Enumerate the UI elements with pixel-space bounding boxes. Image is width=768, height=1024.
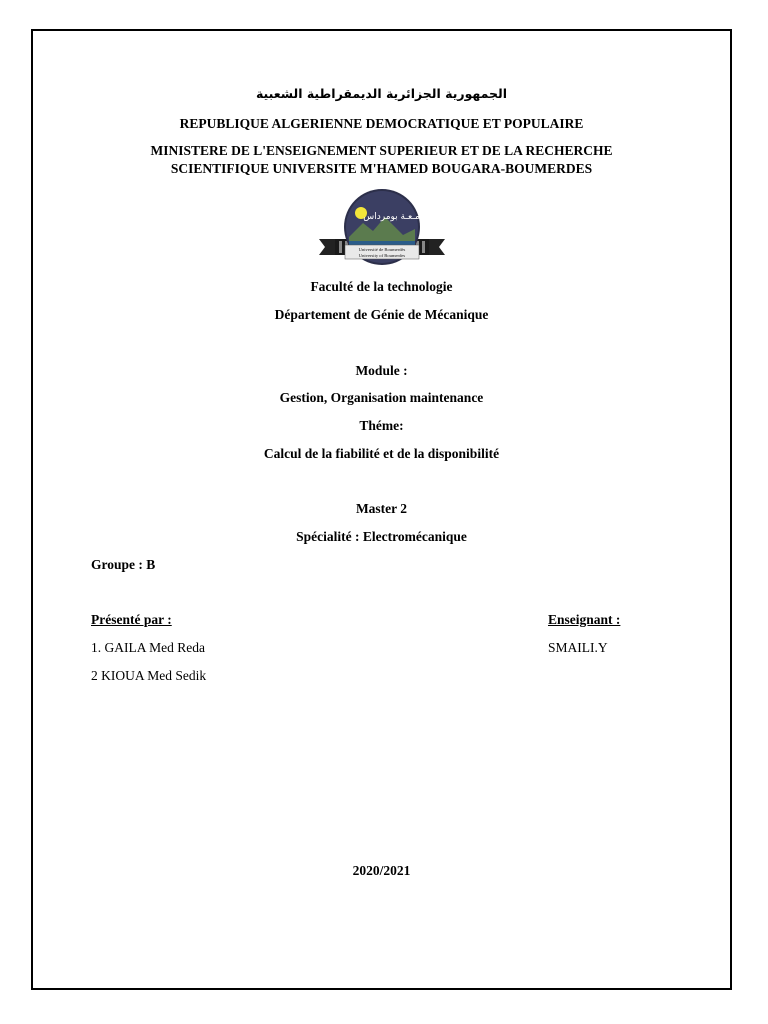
arabic-republic-title: الجمهورية الجزائرية الديمقراطية الشعبية: [255, 86, 508, 101]
theme-label: Théme:: [359, 418, 404, 433]
university-logo: [319, 189, 445, 271]
module-name: Gestion, Organisation maintenance: [279, 390, 484, 405]
master-level: Master 2: [355, 501, 408, 516]
ministry-line-1: MINISTERE DE L'ENSEIGNEMENT SUPERIEUR ET DE LA RECHERCHE: [150, 143, 613, 158]
presented-by-label: Présenté par :: [91, 612, 172, 627]
logo-text-fr: Université de Boumerdès: [358, 247, 406, 252]
document-page: [31, 29, 732, 990]
faculty-name: Faculté de la technologie: [310, 279, 453, 294]
theme-title: Calcul de la fiabilité et de la disponibilité: [263, 446, 500, 461]
teacher-label: Enseignant :: [548, 612, 621, 627]
module-label: Module :: [355, 363, 408, 378]
logo-arabic-text: جـامـعـة بومرداس: [363, 212, 431, 222]
department-name: Département de Génie de Mécanique: [274, 307, 489, 322]
group-label: Groupe : B: [91, 557, 156, 572]
student-2: 2 KIOUA Med Sedik: [91, 668, 207, 683]
student-1: 1. GAILA Med Reda: [91, 640, 205, 655]
ministry-line-2: SCIENTIFIQUE UNIVERSITE M'HAMED BOUGARA-BOUMERDES: [170, 161, 593, 176]
speciality: Spécialité : Electromécanique: [296, 529, 467, 544]
logo-text-en: University of Boumerdes: [358, 253, 406, 258]
academic-year: 2020/2021: [352, 863, 411, 878]
teacher-name: SMAILI.Y: [548, 640, 608, 655]
republic-title: REPUBLIQUE ALGERIENNE DEMOCRATIQUE ET POPULAIRE: [179, 116, 584, 131]
